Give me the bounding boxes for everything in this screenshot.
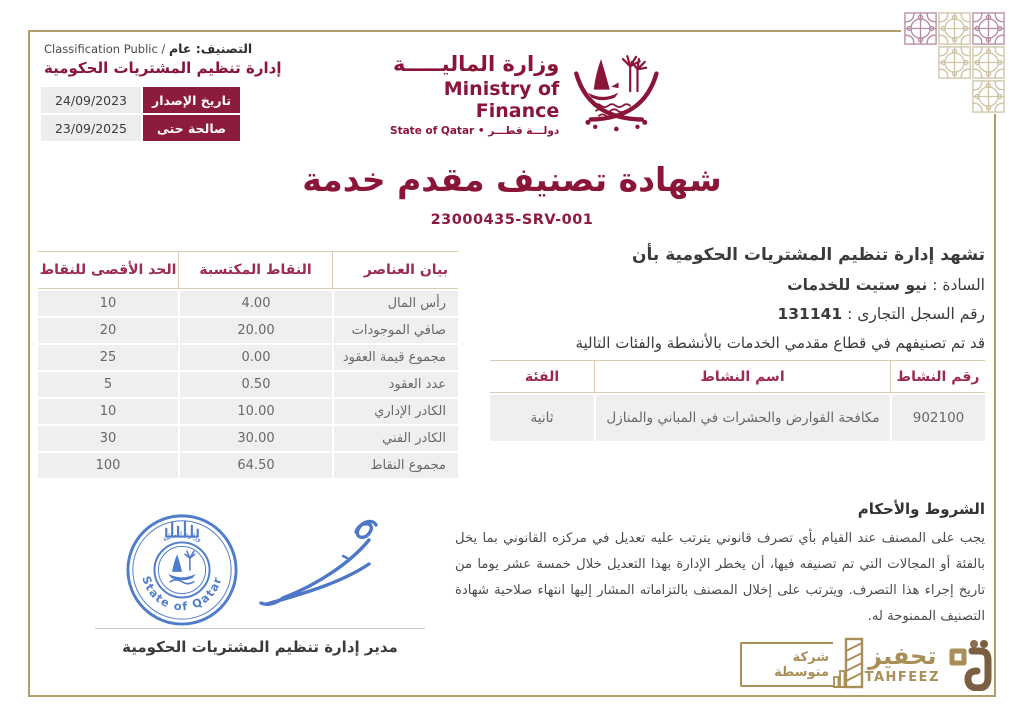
tahfeez-logo (860, 636, 992, 692)
classification-line (44, 41, 252, 56)
issue-date-label: تاريخ الإصدار (143, 87, 240, 113)
activity-table-row (490, 395, 985, 441)
element-name: صافي الموجودات (334, 318, 458, 343)
table-row (38, 345, 458, 370)
tahfeez-wordmark (865, 643, 940, 684)
terms-section (455, 500, 985, 631)
certificate-number: 23000435-SRV-001 (430, 212, 594, 228)
tahfeez-glyph-icon (946, 637, 992, 691)
cr-line (490, 305, 985, 323)
certificate-title: شهادة تصنيف مقدم خدمة (302, 160, 722, 199)
classification-ar: التصنيف: عام (168, 41, 253, 56)
issue-date-row (40, 87, 240, 113)
max-value: 20 (38, 318, 178, 343)
stamp-text-ar: وزارة المالية (160, 529, 204, 544)
earned-value: 64.50 (180, 453, 332, 478)
earned-value: 10.00 (180, 399, 332, 424)
valid-until-value: 23/09/2025 (41, 115, 141, 141)
validity-dates-table (40, 87, 240, 143)
max-value: 10 (38, 399, 178, 424)
max-value: 25 (38, 345, 178, 370)
valid-until-label: صالحة حتى (143, 115, 240, 141)
signature-icon (243, 512, 393, 614)
max-value: 30 (38, 426, 178, 451)
attest-line: تشهد إدارة تنظيم المشتريات الحكومية بأن (632, 245, 985, 265)
company-line (490, 276, 985, 294)
classification-en: Classification Public / (44, 42, 169, 56)
cr-number: 131141 (777, 305, 843, 323)
ministry-name-ar: وزارة الماليـــــة (393, 51, 560, 76)
activity-category-header: الفئة (524, 368, 560, 385)
table-row (38, 453, 458, 478)
company-size-label: شركة متوسطة (774, 649, 829, 680)
corner-pattern-icon (900, 10, 1012, 118)
max-value: 10 (38, 291, 178, 316)
activity-table-header (490, 360, 985, 393)
earned-points-header: النقاط المكتسبة (178, 252, 332, 288)
earned-value: 0.50 (180, 372, 332, 397)
stamp-text-en: State of Qatar (139, 574, 225, 614)
terms-title: الشروط والأحكام (857, 500, 985, 518)
element-name: مجموع النقاط (334, 453, 458, 478)
ministry-name-en: Ministry of Finance (443, 77, 560, 122)
earned-value: 20.00 (180, 318, 332, 343)
ministry-logo (372, 44, 664, 144)
element-name: عدد العقود (334, 372, 458, 397)
tahfeez-name-ar: تحفيز (868, 642, 937, 671)
activity-category: ثانية (490, 395, 594, 441)
max-value: 5 (38, 372, 178, 397)
table-row (38, 318, 458, 343)
activity-table (490, 360, 985, 441)
activity-number: 902100 (892, 395, 985, 441)
statement-block (490, 245, 985, 352)
tahfeez-name-en: TAHFEEZ (864, 669, 940, 685)
elements-header: بيان العناصر (332, 252, 458, 288)
max-value: 100 (38, 453, 178, 478)
earned-value: 4.00 (180, 291, 332, 316)
state-of-qatar-line: دولـــة قطـــر • State of Qatar (390, 124, 560, 137)
issue-date-value: 24/09/2023 (41, 87, 141, 113)
valid-until-row (40, 115, 240, 141)
messrs-label: السادة : (927, 276, 985, 294)
department-name: إدارة تنظيم المشتريات الحكومية (44, 59, 282, 77)
element-name: الكادر الفني (334, 426, 458, 451)
activity-number-header: رقم النشاط (890, 361, 985, 392)
table-row (38, 291, 458, 316)
ministry-logo-text (372, 52, 559, 137)
cr-label: رقم السجل التجارى : (842, 305, 985, 323)
qatar-emblem-icon (569, 44, 664, 144)
activity-name-header: اسم النشاط (594, 361, 890, 392)
table-row (38, 426, 458, 451)
element-name: مجموع قيمة العقود (334, 345, 458, 370)
table-row (38, 399, 458, 424)
element-name: رأس المال (334, 291, 458, 316)
table-row (38, 372, 458, 397)
element-name: الكادر الإداري (334, 399, 458, 424)
signatory-title: مدير إدارة تنظيم المشتريات الحكومية (122, 638, 398, 656)
terms-body: يجب على المصنف عند القيام بأي تصرف قانوني يترتب عليه تعديل في مركزه القانوني بما يخل بالفئة أو المجالات التي تم تصنيفه فيها، أن يخطر الإدارة بهذا التعديل خلال خمسة عشر يوما من تاريخ إجراء هذا التصرف. ويترتب على إخلال المصنف بالتزاماته المشار إليها انتهاء صلاحية شهادة التصنيف الممنوحة له. (455, 531, 985, 625)
points-table-header (38, 251, 458, 289)
company-name: نيو ستيت للخدمات (787, 276, 928, 294)
points-table (38, 251, 458, 478)
signature-divider (95, 628, 425, 629)
max-points-header: الحد الأقصى للنقاط (39, 262, 177, 278)
earned-value: 0.00 (180, 345, 332, 370)
activity-name: مكافحة القوارض والحشرات في المباني والمنازل (596, 395, 890, 441)
state-of-qatar-stamp-icon (123, 507, 241, 629)
classified-line: قد تم تصنيفهم في قطاع مقدمي الخدمات بالأنشطة والفئات التالية (575, 334, 985, 352)
earned-value: 30.00 (180, 426, 332, 451)
